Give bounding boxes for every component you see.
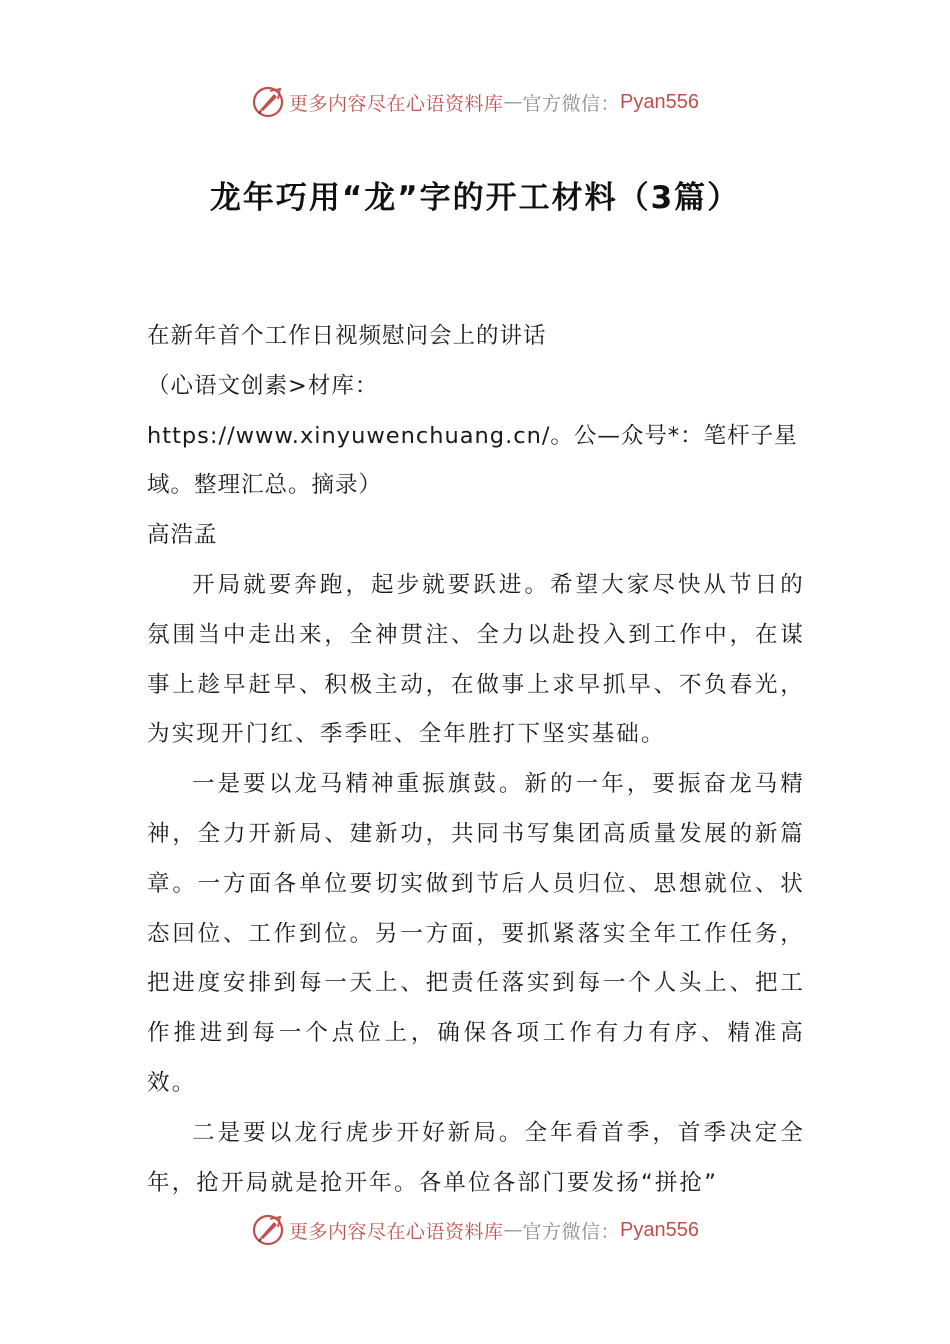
banner-label: 官方微信： [522, 1220, 621, 1243]
banner-label: 官方微信： [522, 92, 621, 115]
banner-wechat-id: Pyan556 [620, 90, 699, 113]
source-note: （心语文创素>材库：https://www.xinyuwenchuang.cn/。公—众号*：笔杆子星域。整理汇总。摘录） [147, 372, 798, 499]
banner-main-text: 更多内容尽在心语资料库 [289, 92, 504, 115]
banner-dash: — [503, 1219, 523, 1241]
body-paragraph: 二是要以龙行虎步开好新局。全年看首季，首季决定全年，抢开局就是抢开年。各单位各部门要发扬“拼抢” [147, 1119, 805, 1196]
author-name: 高浩孟 [147, 522, 218, 549]
body-paragraph: 一是要以龙马精神重振旗鼓。新的一年，要振奋龙马精神，全力开新局、建新功，共同书写集团高质量发展的新篇章。一方面各单位要切实做到节后人员归位、思想就位、状态回位、工作到位。另一方面，要抓紧落实全年工作任务，把进度安排到每一天上、把责任落实到每一个人头上、把工作推进到每一个点位上，确保各项工作有力有序、精准高效。 [147, 771, 805, 1096]
body-paragraph: 开局就要奔跑，起步就要跃进。希望大家尽快从节日的氛围当中走出来，全神贯注、全力以赴投入到工作中，在谋事上趁早赶早、积极主动，在做事上求早抓早、不负春光，为实现开门红、季季旺、全年胜打下坚实基础。 [147, 571, 805, 748]
document-title: 龙年巧用“龙”字的开工材料（3篇） [209, 180, 741, 216]
header-banner [0, 82, 950, 122]
banner-dash: — [503, 91, 523, 113]
footer-banner [0, 1210, 950, 1250]
banner-wechat-id: Pyan556 [620, 1218, 699, 1241]
quill-pen-logo-icon [251, 1213, 285, 1247]
document-subtitle: 在新年首个工作日视频慰问会上的讲话 [147, 323, 547, 349]
document-body [147, 312, 805, 1208]
banner-main-text: 更多内容尽在心语资料库 [289, 1220, 504, 1243]
quill-pen-logo-icon [251, 85, 285, 119]
